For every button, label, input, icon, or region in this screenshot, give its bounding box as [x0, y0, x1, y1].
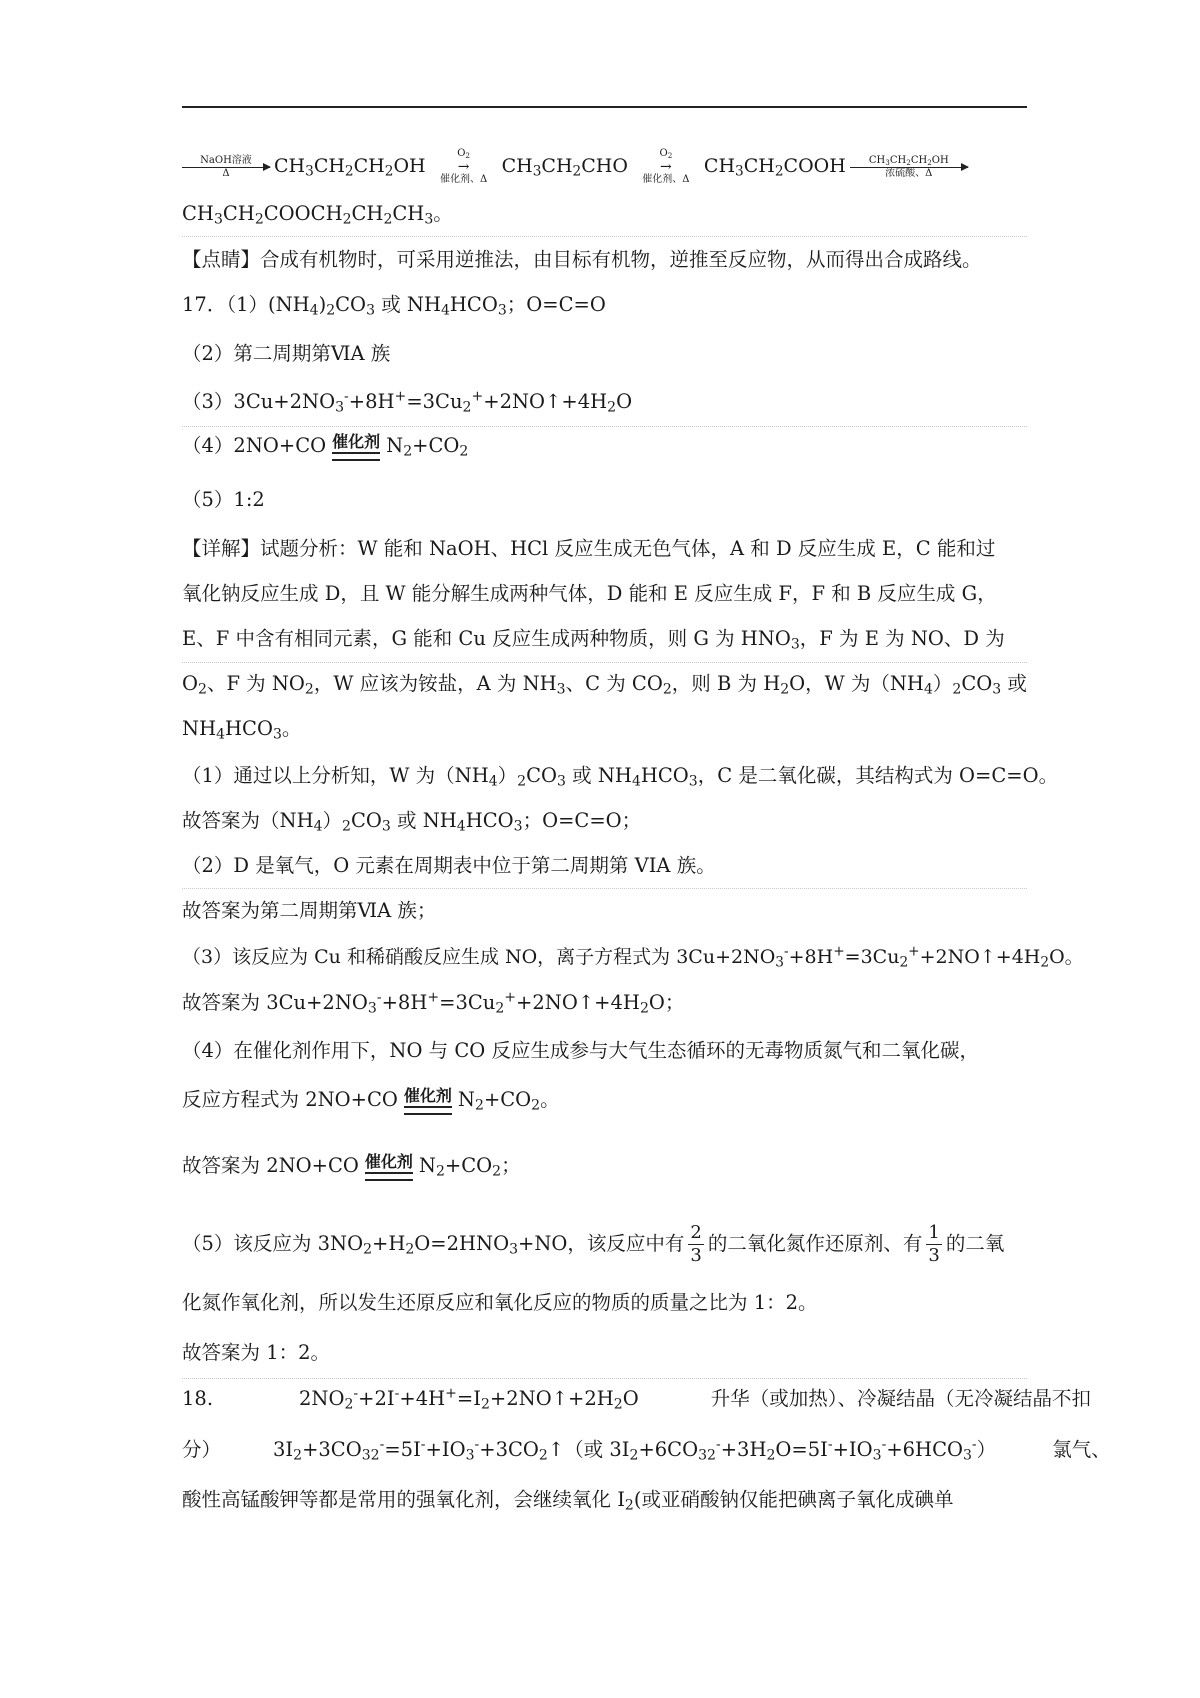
q17-answer-5: （5）1:2: [182, 488, 265, 511]
fraction-two-thirds: [688, 1222, 703, 1267]
dianjing-note: 【点睛】合成有机物时，可采用逆推法，由目标有机物，逆推至反应物，从而得出合成路线。: [182, 248, 982, 271]
detail-line: $NH_4HCO_3$。: [182, 717, 302, 743]
header-rule: [182, 106, 1027, 108]
equation-right: $N_2+CO_2$；: [418, 1154, 521, 1180]
arrow-condition-above: $CH_3CH_2CH_2OH$: [868, 154, 949, 167]
q17-answer-4: [182, 432, 468, 461]
equation-right: $N_2+CO_2$。: [457, 1088, 560, 1114]
equation-left: 反应方程式为 2NO+CO: [182, 1088, 398, 1111]
detail-line: 氧化钠反应生成 D，且 W 能分解生成两种气体，D 能和 E 反应生成 F，F 和 B 反应生成 G，: [182, 582, 997, 605]
catalyst-label: 催化剂: [332, 431, 381, 451]
arrow-condition-below: 催化剂、Δ: [439, 174, 488, 185]
arrow-condition-below: 催化剂、Δ: [642, 174, 690, 185]
reaction-arrow-esterification: [850, 155, 968, 180]
detail-line: （4）在催化剂作用下，NO 与 CO 反应生成参与大气生态循环的无毒物质氮气和二氧化碳，: [182, 1039, 979, 1062]
arrow-condition-below: Δ: [222, 167, 230, 179]
q5-text: 的二氧: [945, 1232, 1005, 1255]
arrow-condition-below: 浓硫酸、Δ: [885, 167, 933, 179]
intermediate-propanal: $CH_3CH_2CHO$: [501, 155, 628, 180]
fraction-one-third: [926, 1222, 941, 1267]
ans4-line: [182, 1152, 521, 1181]
arrow-condition-above: $O_2$: [659, 148, 673, 160]
catalyst-label: 催化剂: [403, 1085, 452, 1105]
fraction-denominator: 3: [928, 1245, 940, 1266]
intermediate-propanoic-acid: $CH_3CH_2COOH$: [703, 155, 846, 180]
q5-answer: 故答案为 1：2。: [182, 1341, 331, 1364]
detail-line: E、F 中含有相同元素，G 能和 Cu 反应生成两种物质，则 G 为 $HNO_3$，F 为 E 为 NO、D 为: [182, 627, 1005, 653]
text: 氯气、: [1052, 1438, 1111, 1461]
q18-line-2: [182, 1436, 1111, 1464]
catalyst-condition: [365, 1153, 413, 1181]
q17-answer-1: 17．$(1)(NH_4)_2CO_3$ 或 $NH_4HCO_3$；O=C=O: [182, 293, 606, 319]
detail-line: 故答案为$(NH_4)_2CO_3$ 或 $NH_4HCO_3$；O=C=O；: [182, 809, 642, 835]
catalyst-condition: [404, 1087, 452, 1115]
method-text: 升华（或加热）、冷凝结晶（无冷凝结晶不扣: [710, 1387, 1091, 1410]
catalyst-label: 催化剂: [364, 1151, 413, 1171]
q18-line-1: [182, 1385, 1091, 1413]
route-product: $CH_3CH_2COOCH_2CH_2CH_3$。: [182, 202, 453, 228]
detail-line: （3）该反应为 Cu 和稀硝酸反应生成 NO，离子方程式为 $3Cu+2NO_3^-+8H^+=3Cu_2^++2NO↑+4H_2O$。: [182, 943, 1084, 971]
q5-line-2: 化氮作氧化剂，所以发生还原反应和氧化反应的物质的质量之比为 1：2。: [182, 1291, 818, 1314]
q5-line-1: [182, 1222, 1004, 1267]
q5-text: （5）该反应为 $3NO_2+H_2O=2HNO_3+NO$，该反应中有: [182, 1232, 685, 1258]
detail-line: 故答案为第二周期第ⅥA 族；: [182, 899, 437, 922]
reaction-arrow-oxidation-2: $O_2$ → 催化剂、Δ: [638, 148, 694, 186]
text: 分）: [182, 1438, 222, 1461]
equation: $2NO_2^-+2I^-+4H^+=I_2+2NO↑+2H_2O$: [299, 1385, 639, 1413]
eq4-line: [182, 1086, 560, 1115]
synthesis-route: [182, 148, 972, 186]
arrow-condition-above: NaOH溶液: [200, 154, 252, 166]
detail-line: （2）D 是氧气，O 元素在周期表中位于第二周期第 VIA 族。: [182, 854, 716, 877]
equation-right: $N_2+CO_2$: [386, 434, 469, 460]
detail-line: $O_2$、F 为 $NO_2$，W 应该为铵盐，A 为 $NH_3$、C 为 $CO_2$，则 B 为 $H_2O$，W 为$(NH_4)_2CO_3$ 或: [182, 672, 1027, 698]
q5-text: 的二氧化氮作还原剂、有: [707, 1232, 923, 1255]
q18-line-3: 酸性高锰酸钾等都是常用的强氧化剂，会继续氧化 $I_2$(或亚硝酸钠仅能把碘离子氧化成碘单: [182, 1488, 954, 1514]
detail-line: 【详解】试题分析：W 能和 NaOH、HCl 反应生成无色气体，A 和 D 反应生成 E，C 能和过: [182, 537, 996, 560]
q17-answer-2: （2）第二周期第ⅥA 族: [182, 342, 391, 365]
fraction-numerator: 2: [690, 1222, 702, 1243]
reaction-arrow-naoh: [182, 155, 270, 180]
detail-line: 故答案为 $3Cu+2NO_3^-+8H^+=3Cu_2^++2NO↑+4H_2O$；: [182, 989, 685, 1017]
question-number: 18.: [182, 1387, 214, 1410]
arrow-condition-above: $O_2$: [457, 148, 470, 160]
catalyst-condition: [332, 433, 380, 461]
reaction-arrow-oxidation-1: $O_2$ → 催化剂、Δ: [436, 148, 492, 186]
equation-left: 故答案为 2NO+CO: [182, 1154, 359, 1177]
detail-line: （1）通过以上分析知，W 为$(NH_4)_2CO_3$ 或 $NH_4HCO_3$，C 是二氧化碳，其结构式为 O=C=O。: [182, 764, 1059, 790]
equation: $3I_2+3CO_{32}^-=5I^-+IO_3^-+3CO_2↑$（或 $3I_2+6CO_{32}^-+3H_2O=5I^-+IO_3^-+6HCO_3^-$）: [273, 1436, 997, 1464]
fraction-denominator: 3: [690, 1245, 702, 1266]
q17-answer-3: $(3)3Cu+2NO_3^-+8H^+=3Cu_2^++2NO↑+4H_2O$: [182, 388, 633, 416]
fraction-numerator: 1: [928, 1222, 940, 1243]
equation-left: （4）2NO+CO: [182, 434, 327, 457]
intermediate-propanol: $CH_3CH_2CH_2OH$: [274, 155, 426, 180]
